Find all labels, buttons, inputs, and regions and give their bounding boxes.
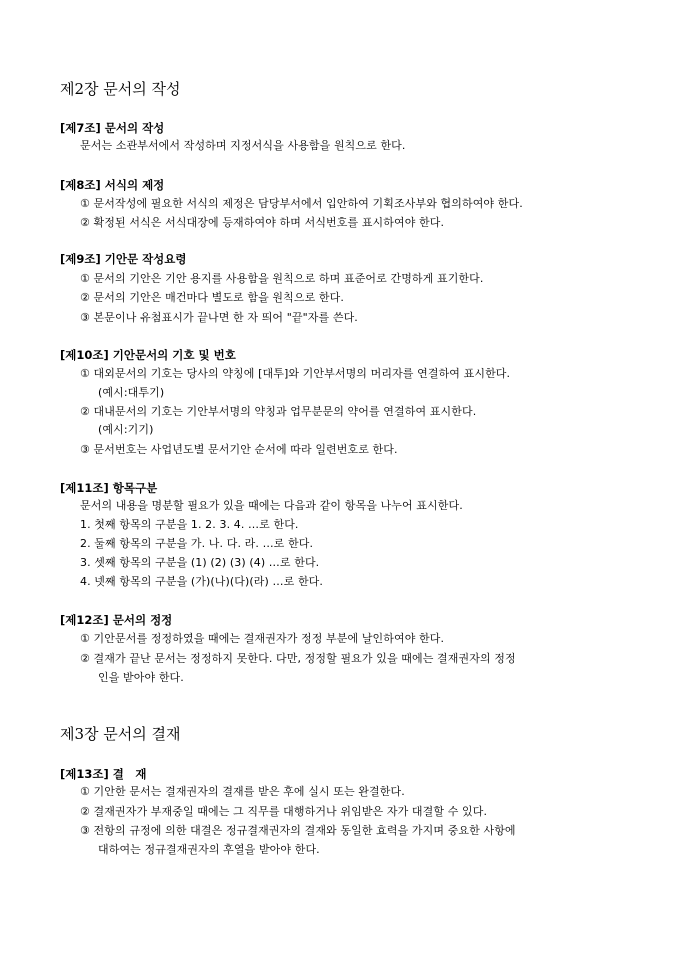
article-11-line-2: 1. 첫째 항목의 구분을 1. 2. 3. 4. …로 한다. [80, 518, 299, 531]
article-8-line-1: ① 문서작성에 필요한 서식의 제정은 담당부서에서 입안하여 기획조사부와 협의하여야 한다. [80, 197, 523, 210]
article-12-line-2: ② 결재가 끝난 문서는 정정하지 못한다. 다만, 정정할 필요가 있을 때에는 결재권자의 정정 [80, 652, 516, 665]
article-9-title: [제9조] 기안문 작성요령 [60, 252, 187, 266]
article-12-title: [제12조] 문서의 정정 [60, 613, 173, 627]
article-13-line-1: ① 기안한 문서는 결재권자의 결재를 받은 후에 실시 또는 완결한다. [80, 785, 405, 798]
chapter-2-title: 제2장 문서의 작성 [60, 80, 181, 98]
article-11-line-1: 문서의 내용을 명분할 필요가 있을 때에는 다음과 같이 항목을 나누어 표시한다. [80, 499, 463, 512]
article-11-line-3: 2. 둘째 항목의 구분을 가. 나. 다. 라. …로 한다. [80, 537, 314, 550]
article-11-line-4: 3. 셋째 항목의 구분을 (1) (2) (3) (4) …로 한다. [80, 556, 320, 569]
article-10-line-5: ③ 문서번호는 사업년도별 문서기안 순서에 따라 일련번호로 한다. [80, 443, 398, 456]
article-10-line-2: (예시:대투기) [98, 386, 165, 399]
article-9-line-2: ② 문서의 기안은 매건마다 별도로 함을 원칙으로 한다. [80, 291, 344, 304]
article-11-line-5: 4. 넷째 항목의 구분을 (가)(나)(다)(라) …로 한다. [80, 575, 323, 588]
article-13-line-4: 대하여는 정규결재권자의 후열을 받아야 한다. [98, 843, 320, 856]
chapter-3-title: 제3장 문서의 결재 [60, 725, 181, 743]
article-8-line-2: ② 확정된 서식은 서식대장에 등재하여야 하며 서식번호를 표시하여야 한다. [80, 216, 445, 229]
article-13-title: [제13조] 결 재 [60, 767, 147, 781]
article-13-line-2: ② 결재권자가 부재중일 때에는 그 직무를 대행하거나 위임받은 자가 대결할 수 있다. [80, 805, 488, 818]
article-13-line-3: ③ 전항의 규정에 의한 대결은 정규결재권자의 결재와 동일한 효력을 가지며 중요한 사항에 [80, 824, 516, 837]
article-7-line-1: 문서는 소관부서에서 작성하며 지정서식을 사용함을 원칙으로 한다. [80, 139, 406, 152]
article-10-title: [제10조] 기안문서의 기호 및 번호 [60, 348, 236, 362]
article-10-line-4: (예시:기기) [98, 423, 154, 436]
article-12-line-1: ① 기안문서를 정정하였을 때에는 결재권자가 정정 부분에 날인하여야 한다. [80, 632, 445, 645]
article-12-line-3: 인을 받아야 한다. [98, 671, 184, 684]
article-11-title: [제11조] 항목구분 [60, 481, 158, 495]
article-9-line-1: ① 문서의 기안은 기안 용지를 사용함을 원칙으로 하며 표준어로 간명하게 표기한다. [80, 272, 484, 285]
article-10-line-1: ① 대외문서의 기호는 당사의 약칭에 [대투]와 기안부서명의 머리자를 연결하여 표시한다. [80, 367, 511, 380]
article-7-title: [제7조] 문서의 작성 [60, 121, 165, 135]
article-9-line-3: ③ 본문이나 유첨표시가 끝나면 한 자 띄어 "끝"자를 쓴다. [80, 311, 358, 324]
article-8-title: [제8조] 서식의 제정 [60, 178, 165, 192]
article-10-line-3: ② 대내문서의 기호는 기안부서명의 약칭과 업무분문의 약어를 연결하여 표시한다. [80, 405, 477, 418]
